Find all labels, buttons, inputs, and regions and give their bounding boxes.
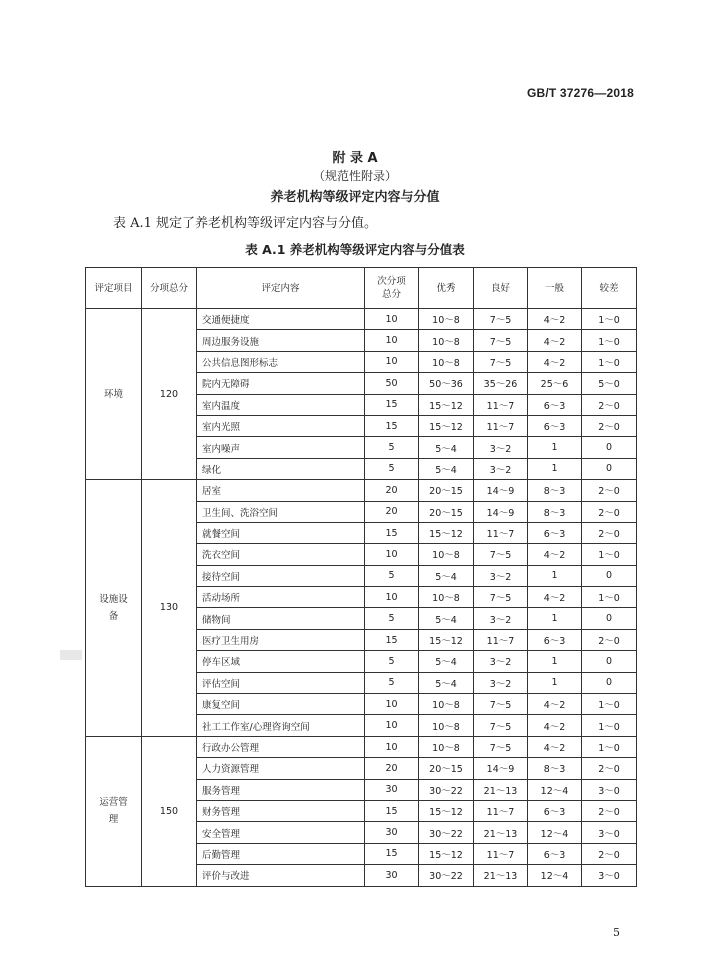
average-cell: 8～3 (528, 501, 582, 522)
good-cell: 21～13 (474, 822, 528, 843)
excellent-cell: 15～12 (419, 629, 474, 650)
content-cell: 后勤管理 (197, 843, 365, 864)
appendix-title: 附 录 A (332, 151, 378, 166)
content-cell: 交通便捷度 (197, 309, 365, 330)
excellent-cell: 10～8 (419, 309, 474, 330)
content-cell: 人力资源管理 (197, 758, 365, 779)
standard-code: GB/T 37276—2018 (526, 86, 634, 100)
excellent-cell: 20～15 (419, 758, 474, 779)
sub-total-cell: 10 (365, 736, 419, 757)
excellent-cell: 10～8 (419, 736, 474, 757)
good-cell: 3～2 (474, 565, 528, 586)
good-cell: 11～7 (474, 522, 528, 543)
header-content: 评定内容 (197, 268, 365, 309)
good-cell: 14～9 (474, 501, 528, 522)
average-cell: 4～2 (528, 351, 582, 372)
content-cell: 康复空间 (197, 694, 365, 715)
sub-total-cell: 10 (365, 544, 419, 565)
intro-text: 表 A.1 规定了养老机构等级评定内容与分值。 (113, 216, 378, 231)
good-cell: 11～7 (474, 800, 528, 821)
good-cell: 3～2 (474, 608, 528, 629)
excellent-cell: 5～4 (419, 458, 474, 479)
header-project: 评定项目 (86, 268, 142, 309)
poor-cell: 1～0 (582, 715, 637, 736)
poor-cell: 3～0 (582, 779, 637, 800)
poor-cell: 1～0 (582, 736, 637, 757)
sub-total-cell: 15 (365, 629, 419, 650)
content-cell: 绿化 (197, 458, 365, 479)
poor-cell: 0 (582, 608, 637, 629)
good-cell: 7～5 (474, 715, 528, 736)
good-cell: 3～2 (474, 437, 528, 458)
sub-total-cell: 30 (365, 865, 419, 886)
excellent-cell: 15～12 (419, 843, 474, 864)
table-body (86, 309, 637, 887)
sub-total-cell: 15 (365, 800, 419, 821)
good-cell: 14～9 (474, 480, 528, 501)
average-cell: 1 (528, 437, 582, 458)
average-cell: 4～2 (528, 330, 582, 351)
scan-artifact (60, 650, 82, 660)
content-cell: 评价与改进 (197, 865, 365, 886)
poor-cell: 0 (582, 651, 637, 672)
poor-cell: 1～0 (582, 309, 637, 330)
table-row (86, 480, 637, 501)
poor-cell: 0 (582, 437, 637, 458)
sub-total-cell: 5 (365, 437, 419, 458)
content-cell: 安全管理 (197, 822, 365, 843)
average-cell: 4～2 (528, 736, 582, 757)
excellent-cell: 5～4 (419, 437, 474, 458)
excellent-cell: 15～12 (419, 522, 474, 543)
poor-cell: 2～0 (582, 480, 637, 501)
good-cell: 35～26 (474, 373, 528, 394)
content-cell: 院内无障碍 (197, 373, 365, 394)
content-cell: 活动场所 (197, 587, 365, 608)
excellent-cell: 15～12 (419, 800, 474, 821)
average-cell: 1 (528, 458, 582, 479)
excellent-cell: 30～22 (419, 865, 474, 886)
average-cell: 1 (528, 672, 582, 693)
average-cell: 6～3 (528, 843, 582, 864)
sub-total-cell: 15 (365, 415, 419, 436)
excellent-cell: 15～12 (419, 394, 474, 415)
poor-cell: 1～0 (582, 330, 637, 351)
sub-total-cell: 10 (365, 330, 419, 351)
average-cell: 12～4 (528, 865, 582, 886)
content-cell: 居室 (197, 480, 365, 501)
excellent-cell: 10～8 (419, 330, 474, 351)
average-cell: 8～3 (528, 480, 582, 501)
sub-total-cell: 5 (365, 458, 419, 479)
good-cell: 7～5 (474, 587, 528, 608)
project-cell: 运营管理 (86, 736, 142, 886)
content-cell: 公共信息图形标志 (197, 351, 365, 372)
poor-cell: 2～0 (582, 800, 637, 821)
content-cell: 行政办公管理 (197, 736, 365, 757)
average-cell: 4～2 (528, 544, 582, 565)
poor-cell: 0 (582, 672, 637, 693)
good-cell: 21～13 (474, 865, 528, 886)
sub-total-cell: 15 (365, 843, 419, 864)
average-cell: 1 (528, 565, 582, 586)
poor-cell: 2～0 (582, 394, 637, 415)
table-caption: 表 A.1 养老机构等级评定内容与分值表 (245, 242, 465, 257)
header-good: 良好 (474, 268, 528, 309)
average-cell: 4～2 (528, 309, 582, 330)
header-average: 一般 (528, 268, 582, 309)
good-cell: 11～7 (474, 415, 528, 436)
header-excellent: 优秀 (419, 268, 474, 309)
table-row (86, 309, 637, 330)
good-cell: 7～5 (474, 736, 528, 757)
poor-cell: 5～0 (582, 373, 637, 394)
header-poor: 较差 (582, 268, 637, 309)
excellent-cell: 5～4 (419, 672, 474, 693)
table-header-row (86, 268, 637, 309)
excellent-cell: 20～15 (419, 501, 474, 522)
poor-cell: 2～0 (582, 415, 637, 436)
average-cell: 8～3 (528, 758, 582, 779)
average-cell: 4～2 (528, 715, 582, 736)
sub-total-cell: 5 (365, 651, 419, 672)
excellent-cell: 30～22 (419, 822, 474, 843)
good-cell: 7～5 (474, 309, 528, 330)
header-sub-total: 次分项总分 (365, 268, 419, 309)
content-cell: 停车区域 (197, 651, 365, 672)
average-cell: 6～3 (528, 522, 582, 543)
excellent-cell: 5～4 (419, 651, 474, 672)
appendix-heading: 养老机构等级评定内容与分值 (270, 190, 440, 205)
excellent-cell: 5～4 (419, 565, 474, 586)
excellent-cell: 10～8 (419, 351, 474, 372)
content-cell: 室内噪声 (197, 437, 365, 458)
rating-table (85, 267, 637, 887)
poor-cell: 2～0 (582, 522, 637, 543)
poor-cell: 2～0 (582, 758, 637, 779)
excellent-cell: 5～4 (419, 608, 474, 629)
good-cell: 7～5 (474, 351, 528, 372)
project-cell: 环境 (86, 309, 142, 480)
good-cell: 11～7 (474, 394, 528, 415)
content-cell: 评估空间 (197, 672, 365, 693)
average-cell: 1 (528, 608, 582, 629)
good-cell: 7～5 (474, 330, 528, 351)
average-cell: 6～3 (528, 415, 582, 436)
poor-cell: 3～0 (582, 865, 637, 886)
sub-total-cell: 50 (365, 373, 419, 394)
poor-cell: 3～0 (582, 822, 637, 843)
good-cell: 11～7 (474, 629, 528, 650)
average-cell: 6～3 (528, 800, 582, 821)
header-total: 分项总分 (142, 268, 197, 309)
good-cell: 11～7 (474, 843, 528, 864)
excellent-cell: 10～8 (419, 544, 474, 565)
content-cell: 服务管理 (197, 779, 365, 800)
sub-total-cell: 5 (365, 608, 419, 629)
poor-cell: 1～0 (582, 587, 637, 608)
average-cell: 4～2 (528, 694, 582, 715)
project-cell: 设施设备 (86, 480, 142, 737)
sub-total-cell: 15 (365, 394, 419, 415)
average-cell: 12～4 (528, 822, 582, 843)
content-cell: 社工工作室/心理咨询空间 (197, 715, 365, 736)
sub-total-cell: 30 (365, 779, 419, 800)
good-cell: 3～2 (474, 458, 528, 479)
table-row (86, 736, 637, 757)
sub-total-cell: 20 (365, 480, 419, 501)
sub-total-cell: 10 (365, 309, 419, 330)
good-cell: 7～5 (474, 694, 528, 715)
sub-total-cell: 10 (365, 715, 419, 736)
sub-total-cell: 30 (365, 822, 419, 843)
content-cell: 洗衣空间 (197, 544, 365, 565)
project-total-cell: 130 (142, 480, 197, 737)
content-cell: 储物间 (197, 608, 365, 629)
content-cell: 周边服务设施 (197, 330, 365, 351)
good-cell: 3～2 (474, 672, 528, 693)
content-cell: 就餐空间 (197, 522, 365, 543)
poor-cell: 0 (582, 565, 637, 586)
content-cell: 医疗卫生用房 (197, 629, 365, 650)
average-cell: 6～3 (528, 394, 582, 415)
sub-total-cell: 10 (365, 694, 419, 715)
good-cell: 14～9 (474, 758, 528, 779)
excellent-cell: 10～8 (419, 587, 474, 608)
average-cell: 6～3 (528, 629, 582, 650)
good-cell: 3～2 (474, 651, 528, 672)
appendix-subtitle: （规范性附录） (312, 169, 397, 183)
sub-total-cell: 15 (365, 522, 419, 543)
poor-cell: 1～0 (582, 544, 637, 565)
excellent-cell: 15～12 (419, 415, 474, 436)
poor-cell: 2～0 (582, 843, 637, 864)
project-total-cell: 150 (142, 736, 197, 886)
sub-total-cell: 5 (365, 565, 419, 586)
sub-total-cell: 10 (365, 587, 419, 608)
poor-cell: 0 (582, 458, 637, 479)
content-cell: 卫生间、洗浴空间 (197, 501, 365, 522)
excellent-cell: 30～22 (419, 779, 474, 800)
content-cell: 室内光照 (197, 415, 365, 436)
poor-cell: 2～0 (582, 501, 637, 522)
excellent-cell: 20～15 (419, 480, 474, 501)
content-cell: 室内温度 (197, 394, 365, 415)
page-number: 5 (613, 926, 620, 939)
poor-cell: 1～0 (582, 351, 637, 372)
average-cell: 1 (528, 651, 582, 672)
average-cell: 25～6 (528, 373, 582, 394)
excellent-cell: 10～8 (419, 694, 474, 715)
content-cell: 接待空间 (197, 565, 365, 586)
good-cell: 7～5 (474, 544, 528, 565)
sub-total-cell: 10 (365, 351, 419, 372)
project-total-cell: 120 (142, 309, 197, 480)
poor-cell: 1～0 (582, 694, 637, 715)
content-cell: 财务管理 (197, 800, 365, 821)
sub-total-cell: 20 (365, 501, 419, 522)
average-cell: 4～2 (528, 587, 582, 608)
good-cell: 21～13 (474, 779, 528, 800)
sub-total-cell: 5 (365, 672, 419, 693)
excellent-cell: 50～36 (419, 373, 474, 394)
excellent-cell: 10～8 (419, 715, 474, 736)
average-cell: 12～4 (528, 779, 582, 800)
poor-cell: 2～0 (582, 629, 637, 650)
sub-total-cell: 20 (365, 758, 419, 779)
